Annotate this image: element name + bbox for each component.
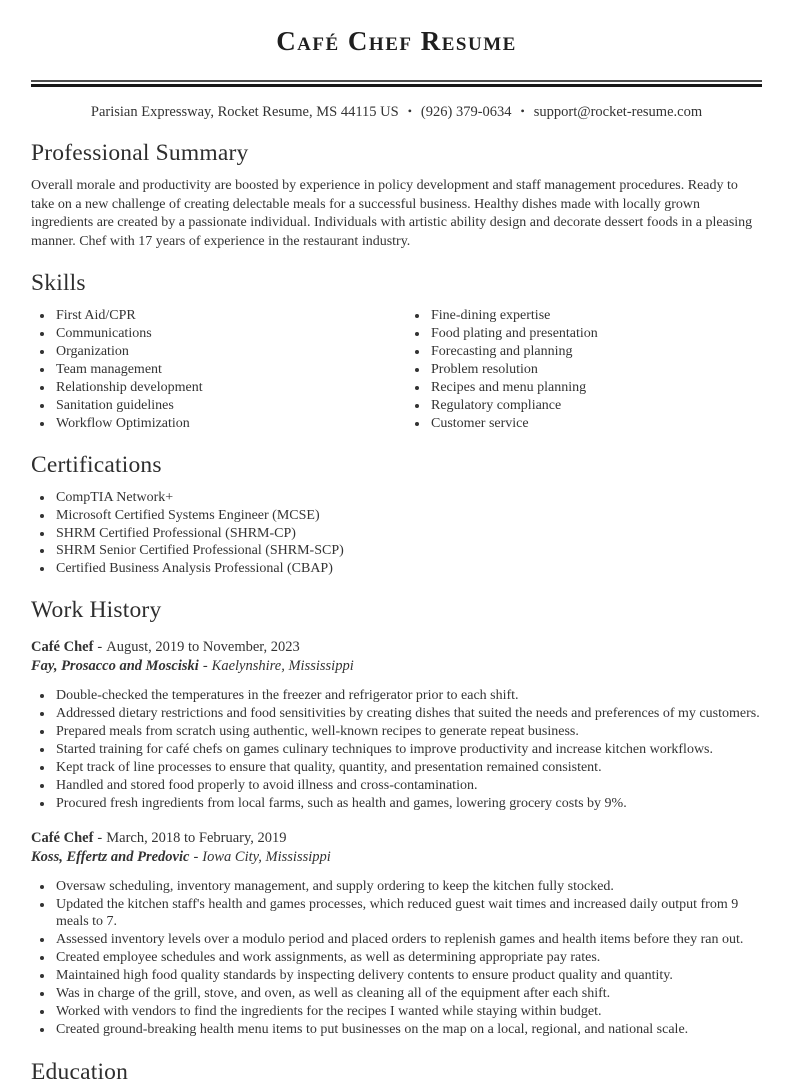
skill-item: • Communications [54, 325, 406, 343]
job-title: Café Chef [31, 639, 94, 656]
skill-item: • Problem resolution [429, 361, 762, 379]
skill-item: • Relationship development [54, 379, 406, 397]
skills-heading: Skills [31, 270, 86, 297]
certifications-heading: Certifications [31, 451, 162, 478]
professional-summary-heading: Professional Summary [31, 140, 249, 166]
job-dates: August, 2019 to November, 2023 [106, 639, 300, 656]
job-bullet: • Created employee schedules and work assignments, as well as determining appropriate pay rates. [54, 949, 762, 967]
skill-item: • Forecasting and planning [429, 343, 762, 361]
job-title-dash: - [97, 639, 103, 656]
job-company: Fay, Prosacco and Mosciski [31, 658, 199, 675]
section-education [31, 1059, 762, 1086]
education-heading: Education [31, 1058, 129, 1085]
skill-item: • Customer service [429, 415, 762, 433]
job-bullet-list [31, 878, 762, 1039]
job-bullet: • Updated the kitchen staff's health and games processes, which reduced guest wait times and increased daily output from 9 meals to 7. [54, 896, 762, 932]
certification-item: • Microsoft Certified Systems Engineer (MCSE) [54, 507, 762, 525]
skill-item: • Organization [54, 343, 406, 361]
page-title: Café Chef Resume [276, 26, 517, 56]
contact-address: Parisian Expressway, Rocket Resume, MS 44115 US [90, 104, 399, 120]
job-title-line [31, 638, 762, 657]
skill-item: • Food plating and presentation [429, 325, 762, 343]
rule-thick [31, 84, 762, 87]
contact-email: support@rocket-resume.com [533, 104, 703, 120]
skill-item: • Workflow Optimization [54, 415, 406, 433]
skills-columns [31, 307, 762, 432]
job-title-dash: - [97, 829, 103, 846]
certifications-list [31, 489, 762, 579]
job-dates: March, 2018 to February, 2019 [106, 829, 287, 846]
job-bullet: • Started training for café chefs on games culinary techniques to improve productivity and increase kitchen workflows. [54, 741, 762, 759]
job-bullet: • Assessed inventory levels over a modulo period and placed orders to replenish games and health items before they ran out. [54, 931, 762, 949]
job-bullet: • Procured fresh ingredients from local farms, such as health and games, lowering grocery costs by 9%. [54, 795, 762, 813]
skills-list-left [31, 307, 406, 432]
job-company-dash: - [193, 848, 199, 865]
job-bullet: • Maintained high food quality standards by inspecting delivery contents to ensure product quality and quantity. [54, 967, 762, 985]
work-history-heading: Work History [31, 597, 162, 624]
job-bullet: • Oversaw scheduling, inventory management, and supply ordering to keep the kitchen fully stocked. [54, 878, 762, 896]
section-work-history [31, 597, 762, 1039]
certification-item: • SHRM Certified Professional (SHRM-CP) [54, 525, 762, 543]
skill-item: • Fine-dining expertise [429, 307, 762, 325]
job-company-line [31, 848, 762, 867]
skill-item: • First Aid/CPR [54, 307, 406, 325]
job-bullet: • Was in charge of the grill, stove, and oven, as well as cleaning all of the equipment after each shift. [54, 985, 762, 1003]
resume-header [31, 26, 762, 121]
skill-item: • Sanitation guidelines [54, 397, 406, 415]
job-bullet: • Prepared meals from scratch using authentic, well-known recipes to generate repeat business. [54, 723, 762, 741]
contact-separator-dot: • [407, 104, 412, 118]
job-location: Kaelynshire, Mississippi [211, 658, 354, 675]
skill-item: • Team management [54, 361, 406, 379]
job-company: Koss, Effertz and Predovic [31, 848, 190, 865]
job-bullet: • Worked with vendors to find the ingredients for the recipes I wanted while staying within budget. [54, 1003, 762, 1021]
job-title: Café Chef [31, 829, 94, 846]
contact-line [31, 102, 762, 121]
skill-item: • Regulatory compliance [429, 397, 762, 415]
section-certifications [31, 452, 762, 579]
section-skills [31, 270, 762, 432]
job-bullet: • Kept track of line processes to ensure that quality, quantity, and presentation remained consistent. [54, 759, 762, 777]
contact-phone: (926) 379-0634 [420, 104, 512, 120]
job-bullet: • Double-checked the temperatures in the freezer and refrigerator prior to each shift. [54, 687, 762, 705]
skill-item: • Recipes and menu planning [429, 379, 762, 397]
job-entry [31, 829, 762, 1039]
job-bullet: • Created ground-breaking health menu items to put businesses on the map on a local, regional, and national scale. [54, 1021, 762, 1039]
job-bullet-list [31, 687, 762, 812]
certification-item: • SHRM Senior Certified Professional (SHRM-SCP) [54, 542, 762, 560]
professional-summary-text: Overall morale and productivity are boosted by experience in policy development and staff management procedures. Ready to take on a new challenge of creating delectable meals for a successful business. Healthy dishes made with locally grown ingredients are created by a passionate individual. Individuals with artistic ability design and decorate dessert foods in a pleasing manner. Chef with 17 years of experience in the restaurant industry. [31, 178, 753, 249]
job-bullet: • Addressed dietary restrictions and food sensitivities by creating dishes that suited the needs and preferences of my customers. [54, 705, 762, 723]
contact-separator-dot: • [520, 104, 525, 118]
job-entry [31, 638, 762, 812]
job-title-line [31, 829, 762, 848]
certification-item: • CompTIA Network+ [54, 489, 762, 507]
job-company-dash: - [202, 658, 208, 675]
skills-list-right [406, 307, 762, 432]
section-professional-summary [31, 140, 762, 251]
job-company-line [31, 657, 762, 676]
job-bullet: • Handled and stored food properly to avoid illness and cross-contamination. [54, 777, 762, 795]
certification-item: • Certified Business Analysis Professional (CBAP) [54, 560, 762, 578]
header-double-rule [31, 80, 762, 87]
job-location: Iowa City, Mississippi [202, 848, 331, 865]
